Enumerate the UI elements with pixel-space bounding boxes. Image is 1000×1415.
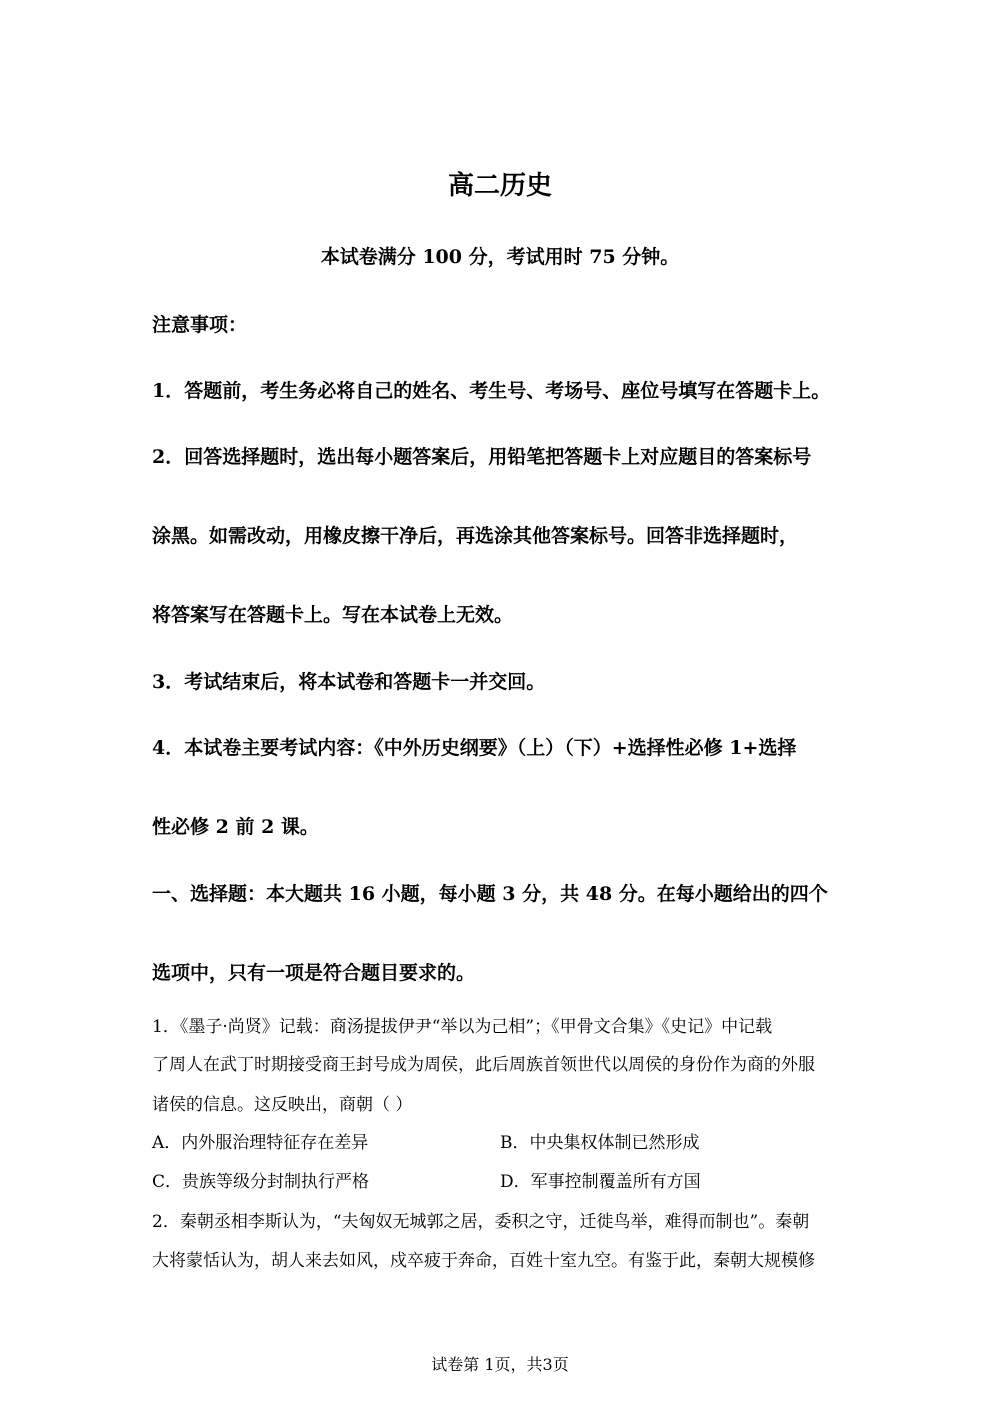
question-1-option-d: D．军事控制覆盖所有方国 — [500, 1172, 701, 1192]
section-heading-line-2: 选项中，只有一项是符合题目要求的。 — [152, 962, 476, 984]
section-heading-line-1: 一、选择题：本大题共 16 小题，每小题 3 分，共 48 分。在每小题给出的四个 — [152, 883, 828, 905]
question-1-line-1: 1．《墨子·尚贤》记载：商汤提拔伊尹“举以为己相”；《甲骨文合集》《史记》中记载 — [152, 1017, 773, 1037]
notice-line-4: 将答案写在答题卡上。写在本试卷上无效。 — [152, 604, 514, 626]
page-footer: 试卷第 1页，共3页 — [431, 1355, 569, 1374]
notice-line-1: 1．答题前，考生务必将自己的姓名、考生号、考场号、座位号填写在答题卡上。 — [152, 380, 831, 402]
question-1-line-2: 了周人在武丁时期接受商王封号成为周侯，此后周族首领世代以周侯的身份作为商的外服 — [152, 1055, 815, 1075]
question-1-option-c: C．贵族等级分封制执行严格 — [152, 1172, 370, 1192]
question-2-line-2: 大将蒙恬认为，胡人来去如风，戍卒疲于奔命，百姓十室九空。有鉴于此，秦朝大规模修 — [152, 1251, 815, 1271]
question-1-line-3: 诸侯的信息。这反映出，商朝（ ） — [152, 1095, 413, 1115]
notice-line-5: 3．考试结束后，将本试卷和答题卡一并交回。 — [152, 671, 546, 693]
question-2-line-1: 2．秦朝丞相李斯认为，“夫匈奴无城郭之居，委积之守，迁徙鸟举，难得而制也”。秦朝 — [152, 1212, 810, 1232]
notice-heading: 注意事项： — [152, 314, 248, 336]
notice-line-6: 4．本试卷主要考试内容：《中外历史纲要》（上）（下）+选择性必修 1+选择 — [152, 737, 797, 759]
notice-line-3: 涂黑。如需改动，用橡皮擦干净后，再选涂其他答案标号。回答非选择题时， — [152, 525, 799, 547]
notice-line-2: 2．回答选择题时，选出每小题答案后，用铅笔把答题卡上对应题目的答案标号 — [152, 446, 812, 468]
page-title: 高二历史 — [447, 171, 552, 201]
question-1-option-a: A．内外服治理特征存在差异 — [152, 1133, 369, 1153]
notice-line-7: 性必修 2 前 2 课。 — [152, 816, 319, 838]
exam-subtitle: 本试卷满分 100 分，考试用时 75 分钟。 — [320, 246, 680, 268]
question-1-option-b: B．中央集权体制已然形成 — [500, 1133, 700, 1153]
